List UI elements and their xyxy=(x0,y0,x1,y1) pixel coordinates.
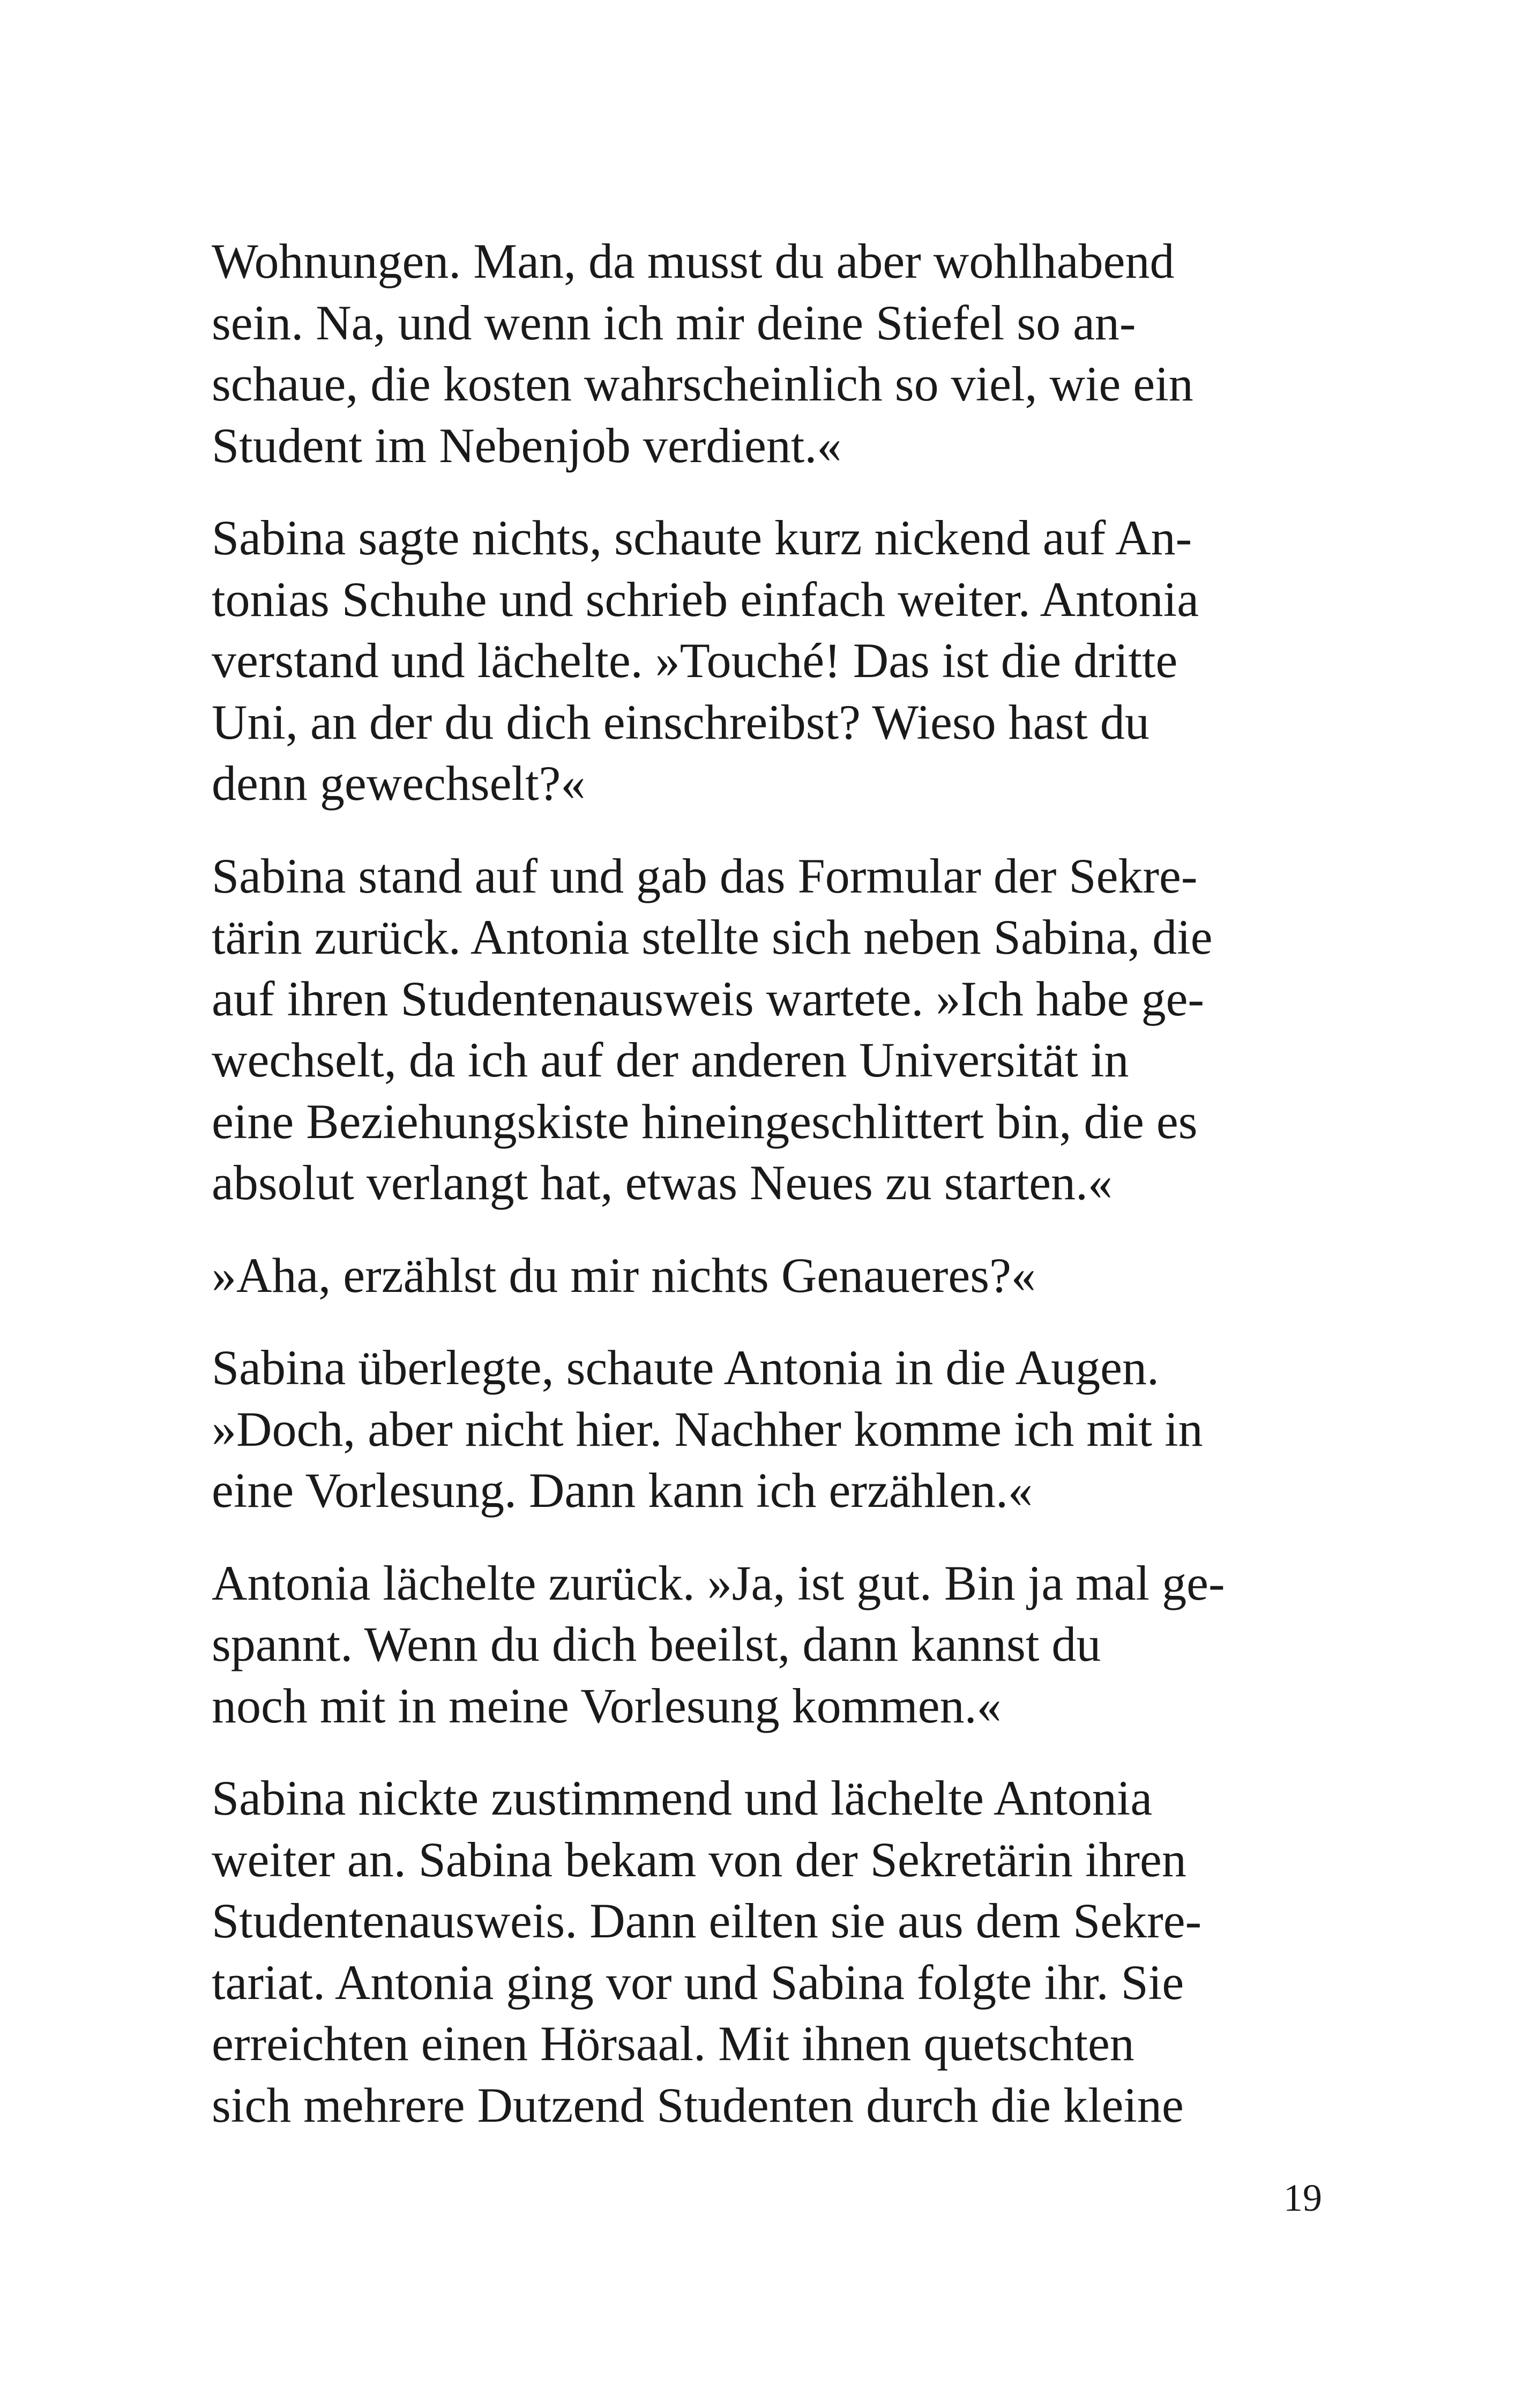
paragraph-3 xyxy=(212,845,1326,1214)
text-line: Sabina überlegte, schaute Antonia in die Augen. xyxy=(212,1340,1159,1395)
text-line: »Aha, erzählst du mir nichts Genaueres?« xyxy=(212,1247,1036,1303)
text-line: sein. Na, und wenn ich mir deine Stiefel so an- xyxy=(212,295,1136,350)
text-line: Antonia lächelte zurück. »Ja, ist gut. Bin ja mal ge- xyxy=(212,1555,1225,1610)
text-line: eine Beziehungskiste hineingeschlittert bin, die es xyxy=(212,1094,1198,1149)
text-line: auf ihren Studentenausweis wartete. »Ich habe ge- xyxy=(212,971,1205,1026)
text-line: Studentenausweis. Dann eilten sie aus dem Sekre- xyxy=(212,1893,1202,1948)
text-line: »Doch, aber nicht hier. Nachher komme ich mit in xyxy=(212,1401,1203,1456)
text-line: Uni, an der du dich einschreibst? Wieso hast du xyxy=(212,694,1149,749)
paragraph-7 xyxy=(212,1767,1326,2136)
text-line: denn gewechselt?« xyxy=(212,756,586,811)
text-line: verstand und lächelte. »Touché! Das ist die dritte xyxy=(212,633,1178,688)
text-line: Sabina sagte nichts, schaute kurz nickend auf An- xyxy=(212,510,1192,565)
text-line: spannt. Wenn du dich beeilst, dann kannst du xyxy=(212,1617,1101,1671)
text-line: erreichten einen Hörsaal. Mit ihnen quetschten xyxy=(212,2016,1134,2071)
text-line: tariat. Antonia ging vor und Sabina folgte ihr. Sie xyxy=(212,1954,1184,2010)
page-number: 19 xyxy=(1283,2176,1322,2219)
paragraph-6 xyxy=(212,1552,1326,1737)
text-line: tonias Schuhe und schrieb einfach weiter. Antonia xyxy=(212,571,1199,627)
text-line: wechselt, da ich auf der anderen Universität in xyxy=(212,1032,1129,1087)
text-line: Student im Nebenjob verdient.« xyxy=(212,418,842,473)
text-line: noch mit in meine Vorlesung kommen.« xyxy=(212,1678,1002,1733)
text-line: eine Vorlesung. Dann kann ich erzählen.« xyxy=(212,1463,1033,1518)
text-line: schaue, die kosten wahrscheinlich so viel, wie ein xyxy=(212,356,1193,411)
text-line: absolut verlangt hat, etwas Neues zu starten.« xyxy=(212,1155,1113,1210)
paragraph-5 xyxy=(212,1337,1326,1521)
text-line: Sabina nickte zustimmend und lächelte Antonia xyxy=(212,1771,1153,1825)
body-text xyxy=(212,231,1326,2167)
text-line: weiter an. Sabina bekam von der Sekretärin ihren xyxy=(212,1832,1186,1887)
text-line: sich mehrere Dutzend Studenten durch die kleine xyxy=(212,2077,1184,2132)
text-line: Sabina stand auf und gab das Formular der Sekre- xyxy=(212,848,1198,903)
paragraph-1 xyxy=(212,231,1326,476)
paragraph-2 xyxy=(212,507,1326,814)
text-line: tärin zurück. Antonia stellte sich neben Sabina, die xyxy=(212,910,1213,964)
paragraph-4 xyxy=(212,1245,1326,1306)
text-line: Wohnungen. Man, da musst du aber wohlhabend xyxy=(212,234,1175,288)
